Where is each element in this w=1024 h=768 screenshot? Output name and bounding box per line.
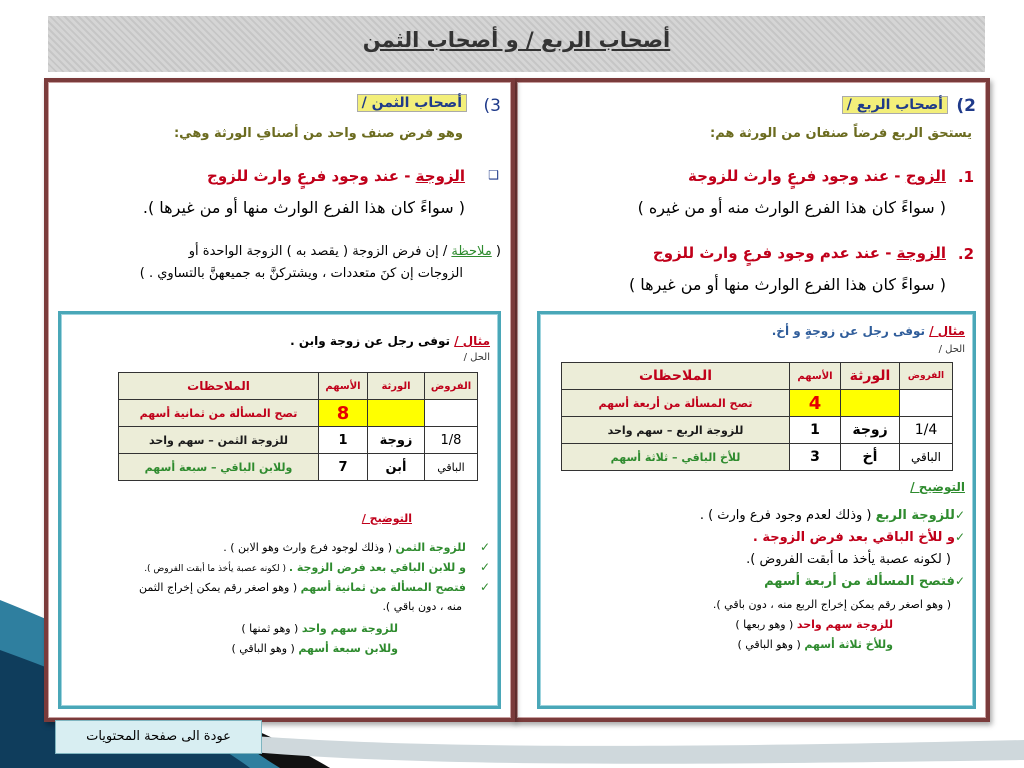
table-cell [368, 400, 425, 427]
section-number: 3) [483, 96, 501, 116]
table-header-cell: الملاحظات [119, 373, 319, 400]
table-cell: 4 [790, 390, 841, 417]
table-row [119, 454, 478, 481]
solution-table [561, 362, 953, 471]
explain-text: ( وذلك لوجود فرع وارث وهو الابن ) . [223, 541, 396, 554]
item-condition: - عند وجود فرعٍ وارث للزوج [207, 167, 416, 185]
note-text: / إن فرض الزوجة ( يقصد به ) الزوجة الواحدة أو [188, 244, 452, 259]
item-line [653, 243, 946, 262]
example-box [58, 311, 501, 709]
explain-text: منه ، دون باقي ). [382, 600, 462, 613]
explain-label: التوضيح / [910, 480, 965, 494]
item-condition: - عند عدم وجود فرعٍ وارث للزوج [652, 244, 897, 262]
table-cell: 8 [319, 400, 368, 427]
solution-label: الحل / [938, 344, 965, 355]
table-cell: للأخ الباقي – ثلاثة أسهم [562, 444, 790, 471]
table-cell [841, 390, 900, 417]
example-label: مثال / [929, 324, 965, 338]
explain-text: ( لكونه عصبة يأخذ ما أبقت الفروض ). [746, 552, 951, 567]
section-intro: يستحق الربع فرضاً صنفان من الورثة هم: [710, 126, 972, 141]
explain-line [700, 508, 965, 523]
table-cell [900, 390, 953, 417]
explain-highlight: و للابن الباقي بعد فرض الزوجة . [288, 561, 466, 574]
explain-highlight: للزوجة الربع [875, 508, 955, 523]
table-row [562, 390, 953, 417]
table-cell: تصح المسألة من أربعة أسهم [562, 390, 790, 417]
item-line [207, 166, 465, 185]
note-label: ملاحظة [451, 244, 492, 259]
explain-line [139, 580, 490, 594]
table-cell: أخ [841, 444, 900, 471]
explain-text: ( وهو ربعها ) [735, 618, 797, 631]
table-header-cell: الملاحظات [562, 363, 790, 390]
left-panel [44, 78, 515, 722]
table-cell: 1 [319, 427, 368, 454]
table-cell: 1/8 [425, 427, 478, 454]
check-icon: ✓ [479, 580, 490, 594]
table-header-cell: الأسهم [319, 373, 368, 400]
explain-text: ( وهو اصغر رقم يمكن إخراج الربع منه ، دون باقي ). [712, 598, 951, 611]
table-cell: أبن [368, 454, 425, 481]
explain-highlight: فتصح المسألة من أربعة أسهم [764, 574, 955, 589]
heir-name: الزوجة [896, 244, 946, 262]
check-icon: ✓ [954, 574, 965, 588]
explain-highlight: فتصح المسألة من ثمانية أسهم [300, 581, 466, 594]
item-condition: - عند وجود فرعٍ وارث للزوجة [688, 167, 906, 185]
table-cell: للزوجة الربع – سهم واحد [562, 417, 790, 444]
explain-highlight: وللابن سبعة أسهم [298, 642, 398, 655]
table-row [119, 427, 478, 454]
table-row [119, 400, 478, 427]
example-label: مثال / [454, 334, 490, 348]
table-cell: للزوجة الثمن – سهم واحد [119, 427, 319, 454]
example-box [537, 311, 976, 709]
table-cell: الباقي [900, 444, 953, 471]
explain-text: ( وهو اصغر رقم يمكن إخراج الثمن [139, 581, 301, 594]
table-row [562, 417, 953, 444]
table-header-cell: الأسهم [790, 363, 841, 390]
explain-highlight: و للأخ الباقي بعد فرض الزوجة . [752, 530, 955, 545]
explain-highlight: وللأخ ثلاثة أسهم [804, 638, 893, 651]
section-heading: أصحاب الثمن / [357, 94, 467, 112]
title-banner [48, 16, 985, 72]
table-header-cell: الفروض [900, 363, 953, 390]
example-text: توفى رجل عن زوجة وابن . [290, 334, 455, 348]
explain-highlight: للزوجة سهم واحد [301, 622, 398, 635]
explain-label: التوضيح / [361, 512, 412, 525]
explain-highlight: للزوجة الثمن [395, 541, 466, 554]
item-number: 2. [957, 245, 974, 263]
heir-name: الزوج [905, 167, 946, 185]
table-row [562, 444, 953, 471]
explain-line [231, 642, 398, 655]
note-line [189, 244, 501, 259]
item-note: ( سواءً كان هذا الفرع الوارث منه أو من غيره ) [637, 198, 946, 217]
section-number: 2) [956, 96, 976, 116]
table-header-cell: الورثة [368, 373, 425, 400]
explain-highlight: للزوجة سهم واحد [796, 618, 893, 631]
explain-text: ( لكونه عصبة يأخذ ما أبقت الفروض ). [144, 564, 289, 574]
table-cell: زوجة [841, 417, 900, 444]
example-line [772, 324, 965, 338]
heir-name: الزوجة [415, 167, 465, 185]
explain-line [764, 574, 965, 589]
explain-line [753, 530, 965, 545]
table-cell [425, 400, 478, 427]
explain-text: ( وهو ثمنها ) [241, 622, 302, 635]
check-icon: ✓ [479, 560, 490, 574]
solution-table [118, 372, 478, 481]
table-cell: تصح المسألة من ثمانية أسهم [119, 400, 319, 427]
item-number: 1. [957, 168, 974, 186]
page-title: أصحاب الربع / و أصحاب الثمن [362, 28, 671, 52]
explain-text: ( وذلك لعدم وجود فرع وارث ) . [699, 508, 876, 523]
note-text: الزوجات إن كنَ متعددات ، ويشتركنَّ به جميعهنَّ بالتساوي . ) [139, 266, 463, 281]
item-note: ( سواءً كان هذا الفرع الوارث منها أو من غيرها ). [142, 198, 465, 217]
table-cell: 1 [790, 417, 841, 444]
explain-text: ( وهو الباقي ) [737, 638, 805, 651]
table-cell: وللابن الباقي – سبعة أسهم [119, 454, 319, 481]
table-header-row [119, 373, 478, 400]
table-header-cell: الورثة [841, 363, 900, 390]
solution-label: الحل / [463, 352, 490, 363]
item-line [688, 166, 946, 185]
back-to-contents-button[interactable]: عودة الى صفحة المحتويات [55, 720, 262, 754]
table-cell: زوجة [368, 427, 425, 454]
explain-line [737, 638, 893, 651]
check-icon: ✓ [479, 540, 490, 554]
explain-line [241, 622, 398, 635]
table-header-cell: الفروض [425, 373, 478, 400]
item-note: ( سواءً كان هذا الفرع الوارث منها أو من غيرها ) [628, 275, 946, 294]
example-text: توفى رجل عن زوجةٍ و أخ. [771, 324, 930, 338]
table-header-row [562, 363, 953, 390]
explain-line [735, 618, 893, 631]
check-icon: ✓ [954, 530, 965, 544]
section-heading: أصحاب الربع / [842, 96, 948, 114]
explain-line [144, 560, 490, 574]
bullet-icon: ❑ [488, 168, 499, 182]
example-line [290, 334, 490, 348]
section-intro: وهو فرض صنف واحد من أصنافِ الورثة وهي: [173, 126, 463, 141]
table-cell: 1/4 [900, 417, 953, 444]
explain-text: ( وهو الباقي ) [231, 642, 299, 655]
table-cell: 7 [319, 454, 368, 481]
check-icon: ✓ [954, 508, 965, 522]
table-cell: الباقي [425, 454, 478, 481]
right-panel [513, 78, 990, 722]
table-cell: 3 [790, 444, 841, 471]
explain-line [223, 540, 490, 554]
note-open: ( [491, 244, 501, 259]
